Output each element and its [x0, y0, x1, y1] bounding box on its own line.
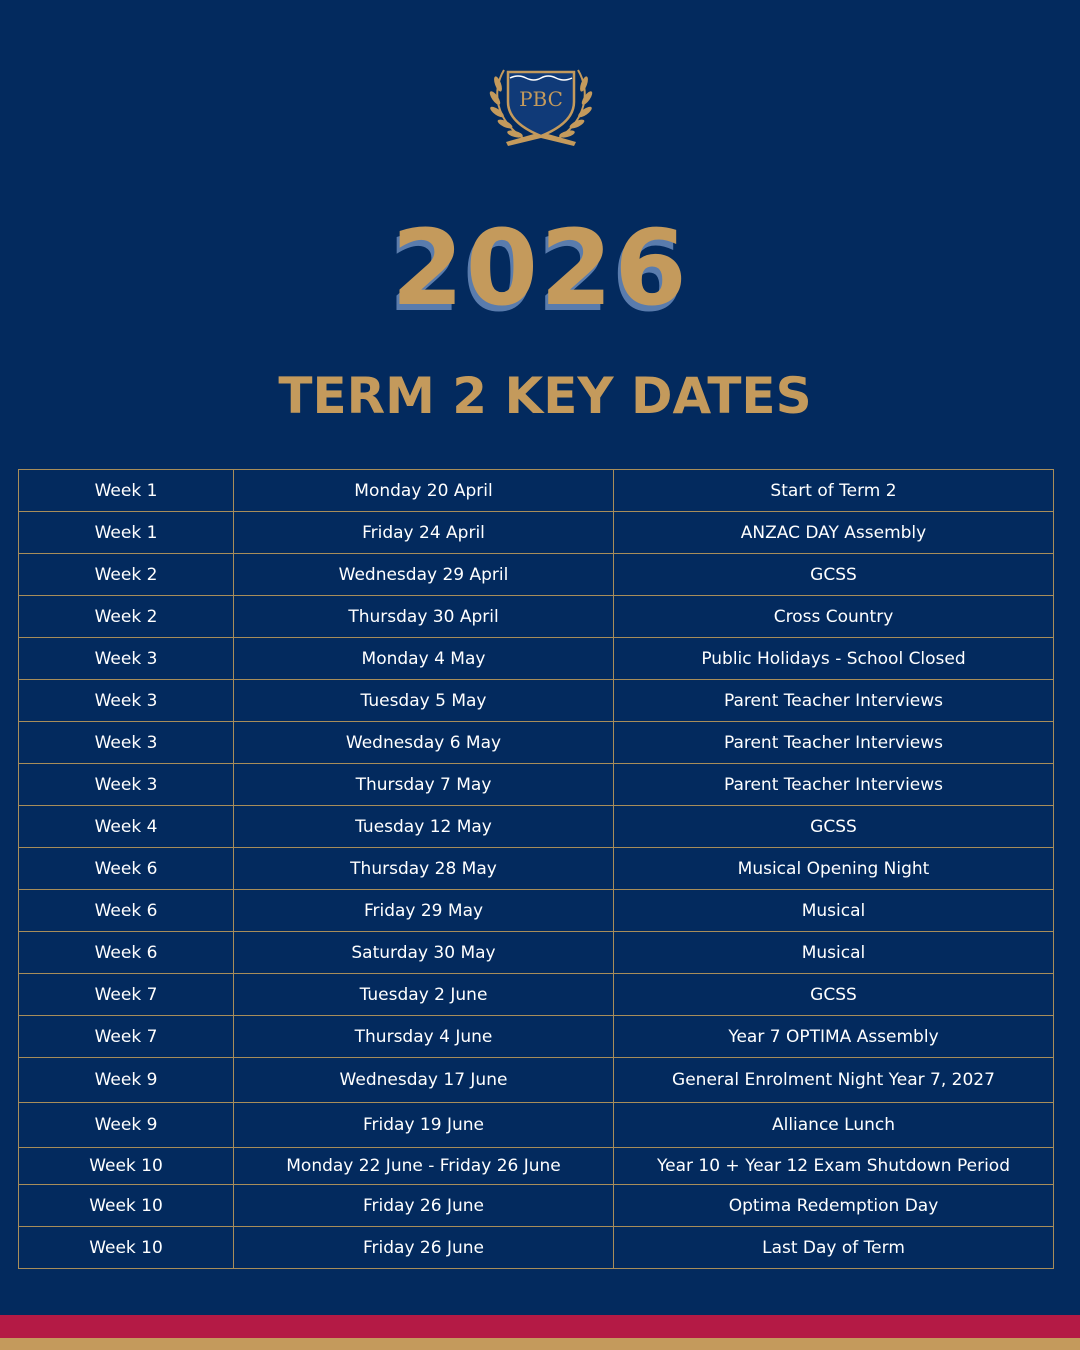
week-cell: Week 6	[19, 848, 234, 890]
week-cell: Week 10	[19, 1227, 234, 1269]
date-cell: Tuesday 5 May	[234, 680, 614, 722]
table-row	[19, 638, 1054, 680]
table-row	[19, 848, 1054, 890]
week-cell: Week 6	[19, 932, 234, 974]
date-cell: Wednesday 29 April	[234, 554, 614, 596]
table-row	[19, 806, 1054, 848]
footer-stripe-red	[0, 1315, 1080, 1338]
event-cell: General Enrolment Night Year 7, 2027	[614, 1058, 1054, 1103]
year-heading: 2026	[391, 207, 689, 329]
date-cell: Monday 22 June - Friday 26 June	[234, 1148, 614, 1185]
event-cell: Parent Teacher Interviews	[614, 764, 1054, 806]
week-cell: Week 1	[19, 470, 234, 512]
table-row	[19, 1103, 1054, 1148]
week-cell: Week 3	[19, 764, 234, 806]
event-cell: Year 7 OPTIMA Assembly	[614, 1016, 1054, 1058]
key-dates-table	[18, 469, 1054, 1269]
event-cell: Start of Term 2	[614, 470, 1054, 512]
week-cell: Week 2	[19, 554, 234, 596]
date-cell: Thursday 30 April	[234, 596, 614, 638]
date-cell: Friday 29 May	[234, 890, 614, 932]
table-row	[19, 470, 1054, 512]
table-row	[19, 554, 1054, 596]
event-cell: Alliance Lunch	[614, 1103, 1054, 1148]
table-row	[19, 1016, 1054, 1058]
date-cell: Wednesday 6 May	[234, 722, 614, 764]
week-cell: Week 4	[19, 806, 234, 848]
week-cell: Week 3	[19, 638, 234, 680]
event-cell: Cross Country	[614, 596, 1054, 638]
event-cell: Musical Opening Night	[614, 848, 1054, 890]
table-row	[19, 1058, 1054, 1103]
footer-stripe-gold	[0, 1338, 1080, 1350]
event-cell: Parent Teacher Interviews	[614, 722, 1054, 764]
date-cell: Friday 26 June	[234, 1227, 614, 1269]
date-cell: Friday 24 April	[234, 512, 614, 554]
date-cell: Thursday 7 May	[234, 764, 614, 806]
event-cell: GCSS	[614, 974, 1054, 1016]
page-title: TERM 2 KEY DATES	[278, 367, 812, 425]
event-cell: GCSS	[614, 554, 1054, 596]
table-row	[19, 764, 1054, 806]
event-cell: GCSS	[614, 806, 1054, 848]
event-cell: Optima Redemption Day	[614, 1185, 1054, 1227]
date-cell: Saturday 30 May	[234, 932, 614, 974]
table-row	[19, 680, 1054, 722]
date-cell: Friday 26 June	[234, 1185, 614, 1227]
table-row	[19, 596, 1054, 638]
week-cell: Week 10	[19, 1185, 234, 1227]
week-cell: Week 7	[19, 974, 234, 1016]
date-cell: Thursday 4 June	[234, 1016, 614, 1058]
table-row	[19, 974, 1054, 1016]
event-cell: Public Holidays - School Closed	[614, 638, 1054, 680]
week-cell: Week 1	[19, 512, 234, 554]
event-cell: Year 10 + Year 12 Exam Shutdown Period	[614, 1148, 1054, 1185]
table-row	[19, 932, 1054, 974]
date-cell: Tuesday 2 June	[234, 974, 614, 1016]
pbc-crest-logo	[486, 50, 596, 150]
date-cell: Monday 20 April	[234, 470, 614, 512]
week-cell: Week 10	[19, 1148, 234, 1185]
date-cell: Monday 4 May	[234, 638, 614, 680]
event-cell: Parent Teacher Interviews	[614, 680, 1054, 722]
logo-text: PBC	[519, 87, 563, 111]
table-row	[19, 512, 1054, 554]
week-cell: Week 3	[19, 722, 234, 764]
date-cell: Thursday 28 May	[234, 848, 614, 890]
week-cell: Week 9	[19, 1103, 234, 1148]
event-cell: Musical	[614, 890, 1054, 932]
week-cell: Week 7	[19, 1016, 234, 1058]
table-row	[19, 1227, 1054, 1269]
event-cell: ANZAC DAY Assembly	[614, 512, 1054, 554]
date-cell: Tuesday 12 May	[234, 806, 614, 848]
table-row	[19, 890, 1054, 932]
event-cell: Last Day of Term	[614, 1227, 1054, 1269]
event-cell: Musical	[614, 932, 1054, 974]
table-row	[19, 1185, 1054, 1227]
week-cell: Week 9	[19, 1058, 234, 1103]
date-cell: Wednesday 17 June	[234, 1058, 614, 1103]
week-cell: Week 3	[19, 680, 234, 722]
week-cell: Week 6	[19, 890, 234, 932]
week-cell: Week 2	[19, 596, 234, 638]
table-row	[19, 1148, 1054, 1185]
table-row	[19, 722, 1054, 764]
date-cell: Friday 19 June	[234, 1103, 614, 1148]
